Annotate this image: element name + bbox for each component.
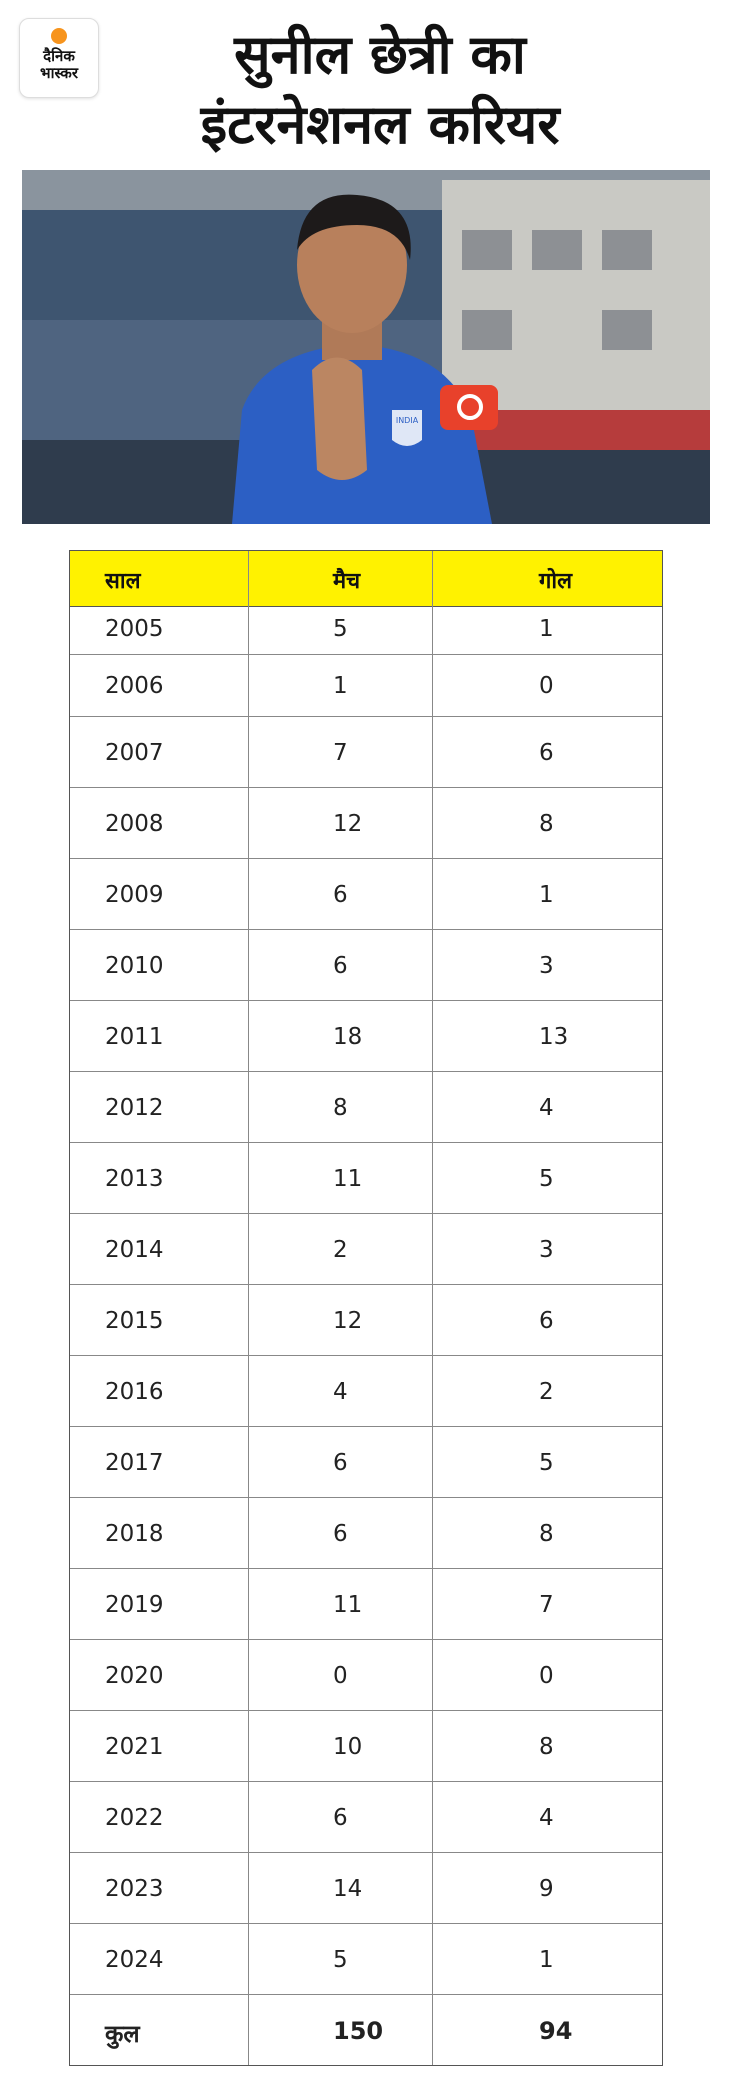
- cell-goals: 1: [539, 616, 554, 642]
- cell-goals: 0: [539, 673, 554, 699]
- cell-year: 2023: [105, 1876, 164, 1902]
- cell-goals: 6: [539, 740, 554, 766]
- cell-matches: 12: [333, 1308, 363, 1334]
- cell-year: 2005: [105, 616, 164, 642]
- table-row: [70, 788, 662, 859]
- table-row: [70, 1285, 662, 1356]
- dainik-bhaskar-logo[interactable]: [19, 18, 99, 98]
- cell-matches: 6: [333, 953, 348, 979]
- player-photo: [22, 170, 710, 524]
- cell-matches: 2: [333, 1237, 348, 1263]
- cell-matches: 11: [333, 1592, 363, 1618]
- cell-goals: 6: [539, 1308, 554, 1334]
- cell-goals: 8: [539, 811, 554, 837]
- table-row: [70, 1001, 662, 1072]
- cell-year: 2006: [105, 673, 164, 699]
- cell-year: 2016: [105, 1379, 164, 1405]
- cell-year: 2019: [105, 1592, 164, 1618]
- jersey-badge-text: INDIA: [395, 416, 419, 425]
- cell-year: 2014: [105, 1237, 164, 1263]
- table-row: [70, 1427, 662, 1498]
- cell-goals: 2: [539, 1379, 554, 1405]
- header-goals: गोल: [539, 569, 573, 594]
- table-row: [70, 1072, 662, 1143]
- cell-year: 2011: [105, 1024, 164, 1050]
- cell-year: 2012: [105, 1095, 164, 1121]
- title-line1: सुनील छेत्री का: [234, 23, 526, 86]
- cell-matches: 7: [333, 740, 348, 766]
- cell-goals: 8: [539, 1521, 554, 1547]
- page-title: [120, 20, 640, 160]
- cell-year: 2015: [105, 1308, 164, 1334]
- table-row: [70, 1711, 662, 1782]
- cell-goals: 3: [539, 1237, 554, 1263]
- cell-goals: 8: [539, 1734, 554, 1760]
- table-row: [70, 1356, 662, 1427]
- cell-matches: 6: [333, 1450, 348, 1476]
- cell-matches: 8: [333, 1095, 348, 1121]
- cell-goals: 0: [539, 1663, 554, 1689]
- cell-matches: 6: [333, 1521, 348, 1547]
- total-matches: 150: [333, 2017, 384, 2045]
- cell-year: 2020: [105, 1663, 164, 1689]
- cell-goals: 13: [539, 1024, 569, 1050]
- cell-goals: 1: [539, 1947, 554, 1973]
- cell-matches: 14: [333, 1876, 363, 1902]
- cell-year: 2013: [105, 1166, 164, 1192]
- header-year: साल: [105, 569, 141, 594]
- cell-year: 2010: [105, 953, 164, 979]
- table-row: [70, 1853, 662, 1924]
- column-divider: [432, 551, 433, 2065]
- header: [0, 0, 730, 160]
- cell-goals: 4: [539, 1095, 554, 1121]
- cell-matches: 12: [333, 811, 363, 837]
- table-row: [70, 930, 662, 1001]
- cell-goals: 3: [539, 953, 554, 979]
- cell-goals: 1: [539, 882, 554, 908]
- cell-year: 2022: [105, 1805, 164, 1831]
- cell-year: 2008: [105, 811, 164, 837]
- table-row: [70, 607, 662, 655]
- total-label: कुल: [105, 2020, 140, 2048]
- cell-matches: 5: [333, 616, 348, 642]
- table-header: [70, 551, 662, 607]
- cell-matches: 11: [333, 1166, 363, 1192]
- table-row: [70, 1143, 662, 1214]
- table-row: [70, 1498, 662, 1569]
- cell-matches: 5: [333, 1947, 348, 1973]
- total-row: [70, 1995, 662, 2063]
- table-row: [70, 1640, 662, 1711]
- cell-goals: 5: [539, 1450, 554, 1476]
- cell-year: 2018: [105, 1521, 164, 1547]
- cell-goals: 4: [539, 1805, 554, 1831]
- cell-matches: 6: [333, 1805, 348, 1831]
- column-divider: [248, 551, 249, 2065]
- table-row: [70, 859, 662, 930]
- logo-text-line1: दैनिक: [43, 47, 75, 65]
- cell-goals: 5: [539, 1166, 554, 1192]
- table-row: [70, 1924, 662, 1995]
- header-matches: मैच: [333, 569, 361, 594]
- sun-icon: [51, 28, 67, 44]
- cell-matches: 0: [333, 1663, 348, 1689]
- cell-matches: 18: [333, 1024, 363, 1050]
- cell-year: 2017: [105, 1450, 164, 1476]
- cell-matches: 6: [333, 882, 348, 908]
- table-row: [70, 717, 662, 788]
- table-row: [70, 655, 662, 717]
- logo-text-line2: भास्कर: [40, 64, 78, 82]
- cell-year: 2021: [105, 1734, 164, 1760]
- cell-year: 2009: [105, 882, 164, 908]
- cell-year: 2024: [105, 1947, 164, 1973]
- title-line2: इंटरनेशनल करियर: [200, 93, 560, 156]
- cell-matches: 4: [333, 1379, 348, 1405]
- cell-goals: 9: [539, 1876, 554, 1902]
- cell-matches: 10: [333, 1734, 363, 1760]
- table-row: [70, 1214, 662, 1285]
- table-row: [70, 1782, 662, 1853]
- table-row: [70, 1569, 662, 1640]
- total-goals: 94: [539, 2017, 573, 2045]
- career-stats-table: [69, 550, 663, 2066]
- cell-matches: 1: [333, 673, 348, 699]
- cell-year: 2007: [105, 740, 164, 766]
- cell-goals: 7: [539, 1592, 554, 1618]
